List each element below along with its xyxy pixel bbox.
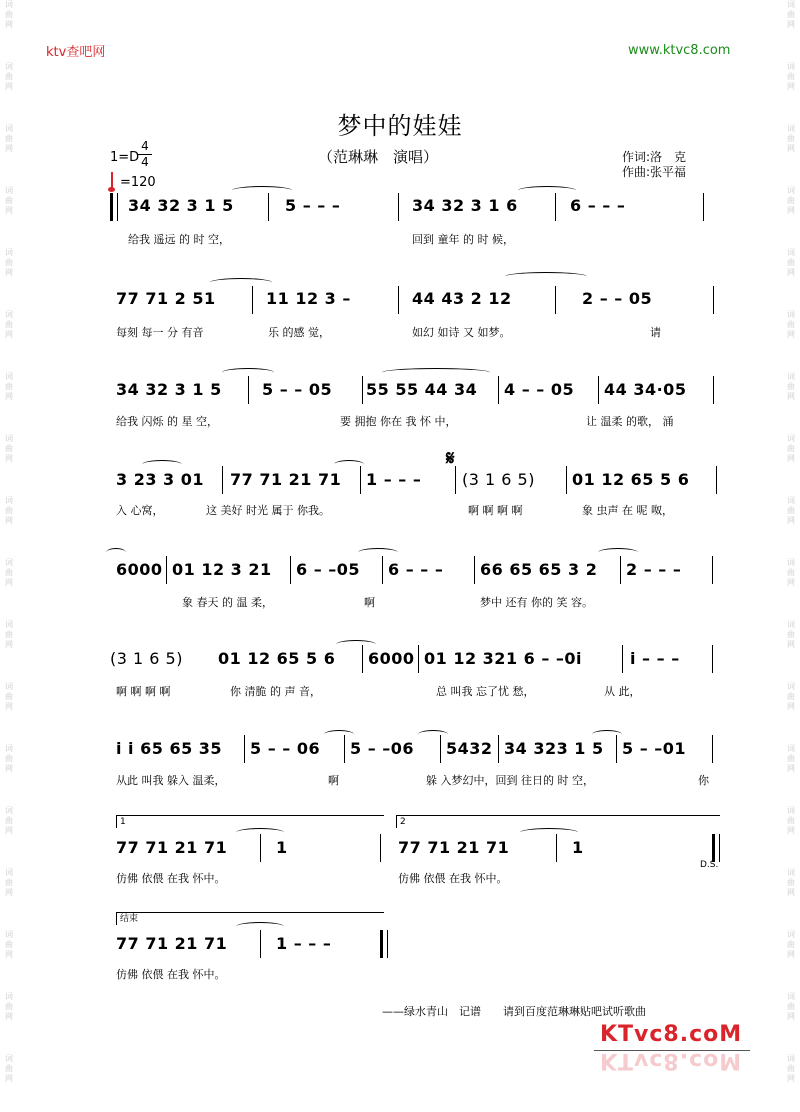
watermark-text: 词曲网: [787, 496, 795, 525]
measure-notes: 01 12 65 5 6: [572, 470, 690, 489]
lyrics-line: 这 美好 时光 属于 你我。: [206, 504, 330, 517]
lyrics-line: 从 此，: [604, 685, 641, 698]
bar-line: [398, 286, 399, 314]
bar-line: [252, 286, 253, 314]
quarter-note-icon: [111, 172, 118, 190]
lyrics-line: 啊 啊 啊 啊: [116, 685, 171, 698]
lyrics-line: 给我 闪烁 的 星 空，: [116, 415, 218, 428]
lyrics-line: 入 心窝，: [116, 504, 164, 517]
measure-notes: 4 – – 05: [504, 380, 575, 399]
lyrics-line: 仿佛 依偎 在我 怀中。: [116, 872, 226, 885]
site-logo: KTvc8.coM: [600, 1022, 743, 1047]
measure-notes: i i 65 65 35: [116, 739, 223, 758]
bar-line: [556, 834, 557, 862]
tie-arc: [358, 548, 398, 557]
bar-line: [290, 556, 291, 584]
measure-notes: 77 71 21 71: [398, 838, 510, 857]
bar-line: [398, 193, 399, 221]
tie-arc: [142, 460, 182, 469]
lyrics-line: 躲 入梦幻中，回到 往日的 时 空，: [426, 774, 594, 787]
bar-line: [166, 556, 167, 584]
watermark-text: 词曲网: [787, 124, 795, 153]
measure-notes: 1 – – –: [366, 470, 422, 489]
lyricist-credit: 作词:洛 克: [622, 150, 687, 164]
volta-1: 1: [116, 815, 384, 828]
time-signature-bottom: 4: [141, 155, 149, 169]
tie-arc: [324, 730, 354, 739]
bar-line: [498, 376, 499, 404]
watermark-text: 词曲网: [787, 930, 795, 959]
bar-line: [716, 466, 717, 494]
watermark-text: 词曲网: [5, 682, 13, 711]
bar-line: [620, 556, 621, 584]
measure-notes: 6 – –05: [296, 560, 361, 579]
bar-line: [244, 735, 245, 763]
ending-bracket: 结束: [116, 912, 384, 925]
bar-line: [344, 735, 345, 763]
lyrics-line: 你 清脆 的 声 音，: [230, 685, 321, 698]
watermark-text: 词曲网: [787, 992, 795, 1021]
bar-line: [248, 376, 249, 404]
lyrics-line: 如幻 如诗 又 如梦。: [412, 326, 511, 339]
lyrics-line: 让 温柔 的歌， 涌: [586, 415, 674, 428]
watermark-text: 词曲网: [787, 620, 795, 649]
site-url-right[interactable]: www.ktvc8.com: [628, 43, 731, 58]
measure-notes: 5 – – 05: [262, 380, 333, 399]
watermark-text: 词曲网: [787, 558, 795, 587]
tie-arc: [505, 272, 587, 281]
measure-notes: 3 23 3 01: [116, 470, 205, 489]
measure-notes: 1: [276, 838, 288, 857]
bar-line: [382, 556, 383, 584]
watermark-text: 词曲网: [5, 744, 13, 773]
bar-line: [455, 466, 456, 494]
bar-line: [260, 930, 261, 958]
time-signature: [138, 140, 152, 169]
bar-line: [474, 556, 475, 584]
measure-notes: 5 – –01: [622, 739, 687, 758]
transcriber-credit: ——绿水青山 记谱 请到百度范琳琳贴吧试听歌曲: [382, 1005, 646, 1018]
bar-line: [362, 376, 363, 404]
measure-notes: 2 – – –: [626, 560, 682, 579]
measure-notes: 5 – – –: [285, 196, 341, 215]
bar-line: [616, 735, 617, 763]
tie-arc: [592, 730, 622, 739]
repeat-end-bar: [380, 834, 381, 862]
song-title: 梦中的娃娃: [337, 112, 463, 140]
watermark-text: 词曲网: [787, 186, 795, 215]
bar-line: [418, 645, 419, 673]
lyrics-line: 仿佛 依偎 在我 怀中。: [116, 968, 226, 981]
lyrics-line: 象 虫声 在 呢 呶，: [582, 504, 673, 517]
measure-notes: 77 71 21 71: [230, 470, 342, 489]
tie-arc: [334, 460, 364, 469]
tie-arc: [106, 548, 126, 557]
measure-notes: 11 12 3 –: [266, 289, 351, 308]
measure-notes: 5 – –06: [350, 739, 415, 758]
lyrics-line: 要 拥抱 你在 我 怀 中，: [340, 415, 457, 428]
measure-notes: 34 32 3 1 5: [116, 380, 222, 399]
measure-notes: 01 12 65 5 6: [218, 649, 336, 668]
watermark-text: 词曲网: [5, 620, 13, 649]
measure-notes: 34 32 3 1 6: [412, 196, 518, 215]
tie-arc: [418, 730, 448, 739]
bar-line: [268, 193, 269, 221]
time-signature-top: 4: [141, 139, 149, 153]
tie-arc: [598, 548, 638, 557]
tie-arc: [236, 828, 284, 837]
lyrics-line: 每刻 每一 分 有音: [116, 326, 204, 339]
measure-notes: 55 55 44 34: [366, 380, 478, 399]
measure-notes: 44 43 2 12: [412, 289, 512, 308]
measure-notes: 01 12 321 6 – –0i: [424, 649, 583, 668]
measure-notes: 34 32 3 1 5: [128, 196, 234, 215]
watermark-text: 词曲网: [787, 1054, 795, 1083]
watermark-text: 词曲网: [5, 124, 13, 153]
bar-line: [555, 193, 556, 221]
tie-arc: [520, 828, 578, 837]
tie-arc: [222, 368, 274, 377]
watermark-text: 词曲网: [787, 434, 795, 463]
measure-notes: 6 – – –: [388, 560, 444, 579]
bar-line: [703, 193, 704, 221]
watermark-text: 词曲网: [5, 434, 13, 463]
lyrics-line: 总 叫我 忘了忧 愁，: [436, 685, 535, 698]
measure-notes: 6 – – –: [570, 196, 626, 215]
tie-arc: [236, 922, 284, 931]
tie-arc: [232, 186, 292, 195]
watermark-right: [784, 0, 798, 1112]
song-singer: （范琳琳 演唱）: [318, 148, 439, 166]
lyrics-line: 从此 叫我 躲入 温柔，: [116, 774, 226, 787]
watermark-text: 词曲网: [787, 868, 795, 897]
ds-marking: D.S.: [700, 860, 719, 870]
tie-arc: [382, 368, 490, 377]
measure-notes: 01 12 3 21: [172, 560, 272, 579]
watermark-text: 词曲网: [5, 1054, 13, 1083]
watermark-text: 词曲网: [5, 62, 13, 91]
measure-notes: 1 – – –: [276, 934, 332, 953]
bar-line: [498, 735, 499, 763]
watermark-text: 词曲网: [5, 992, 13, 1021]
watermark-text: 词曲网: [787, 372, 795, 401]
measure-notes: i – – –: [630, 649, 680, 668]
measure-notes: (3 1 6 5): [110, 649, 183, 668]
bar-line: [712, 735, 713, 763]
measure-notes: 5432: [446, 739, 493, 758]
measure-notes: 5 – – 06: [250, 739, 321, 758]
measure-notes: 1: [572, 838, 584, 857]
bar-line: [622, 645, 623, 673]
site-name-left[interactable]: ktv查吧网: [46, 45, 106, 60]
measure-notes: 34 323 1 5: [504, 739, 604, 758]
bar-line: [712, 645, 713, 673]
watermark-text: 词曲网: [5, 0, 13, 29]
watermark-text: 词曲网: [5, 806, 13, 835]
lyrics-line: 啊: [364, 596, 375, 609]
watermark-text: 词曲网: [5, 186, 13, 215]
tempo-value: =120: [120, 175, 156, 190]
measure-notes: 2 – – 05: [582, 289, 653, 308]
bar-line: [713, 286, 714, 314]
measure-notes: (3 1 6 5): [462, 470, 535, 489]
lyrics-line: 啊 啊 啊 啊: [468, 504, 523, 517]
watermark-text: 词曲网: [5, 496, 13, 525]
watermark-text: 词曲网: [787, 806, 795, 835]
watermark-left: [2, 0, 16, 1112]
bar-line: [222, 466, 223, 494]
measure-notes: 6000: [116, 560, 163, 579]
watermark-text: 词曲网: [5, 248, 13, 277]
tie-arc: [336, 640, 376, 649]
watermark-text: 词曲网: [787, 0, 795, 29]
watermark-text: 词曲网: [787, 248, 795, 277]
lyrics-line: 请: [650, 326, 661, 339]
measure-notes: 6000: [368, 649, 415, 668]
watermark-text: 词曲网: [5, 310, 13, 339]
watermark-text: 词曲网: [5, 868, 13, 897]
watermark-text: 词曲网: [5, 372, 13, 401]
measure-notes: 77 71 2 51: [116, 289, 216, 308]
lyrics-line: 梦中 还有 你的 笑 容。: [480, 596, 593, 609]
key-signature: 1=D: [110, 150, 140, 165]
composer-credit: 作曲:张平福: [622, 165, 687, 179]
bar-line: [362, 645, 363, 673]
site-logo-reflection: KTvc8.coM: [600, 1048, 743, 1073]
tempo-marking: [111, 172, 156, 190]
segno-icon: 𝄋: [446, 446, 455, 470]
tie-arc: [210, 278, 272, 287]
bar-line: [712, 556, 713, 584]
watermark-text: 词曲网: [787, 744, 795, 773]
lyrics-line: 仿佛 依偎 在我 怀中。: [398, 872, 508, 885]
watermark-text: 词曲网: [787, 62, 795, 91]
watermark-text: 词曲网: [787, 682, 795, 711]
lyrics-line: 回到 童年 的 时 候，: [412, 233, 514, 246]
lyrics-line: 你: [698, 774, 709, 787]
bar-line: [713, 376, 714, 404]
measure-notes: 77 71 21 71: [116, 934, 228, 953]
bar-line: [440, 735, 441, 763]
tie-arc: [518, 186, 576, 195]
bar-line: [598, 376, 599, 404]
measure-notes: 44 34·05: [604, 380, 687, 399]
watermark-text: 词曲网: [787, 310, 795, 339]
measure-notes: 77 71 21 71: [116, 838, 228, 857]
lyrics-line: 啊: [328, 774, 339, 787]
bar-line: [566, 466, 567, 494]
volta-2: 2: [396, 815, 720, 828]
measure-notes: 66 65 65 3 2: [480, 560, 598, 579]
lyrics-line: 给我 遥远 的 时 空，: [128, 233, 230, 246]
lyrics-line: 乐 的感 觉，: [268, 326, 330, 339]
watermark-text: 词曲网: [5, 558, 13, 587]
lyrics-line: 象 春天 的 温 柔，: [182, 596, 273, 609]
bar-line: [260, 834, 261, 862]
bar-line: [555, 286, 556, 314]
watermark-text: 词曲网: [5, 930, 13, 959]
bar-line: [360, 466, 361, 494]
